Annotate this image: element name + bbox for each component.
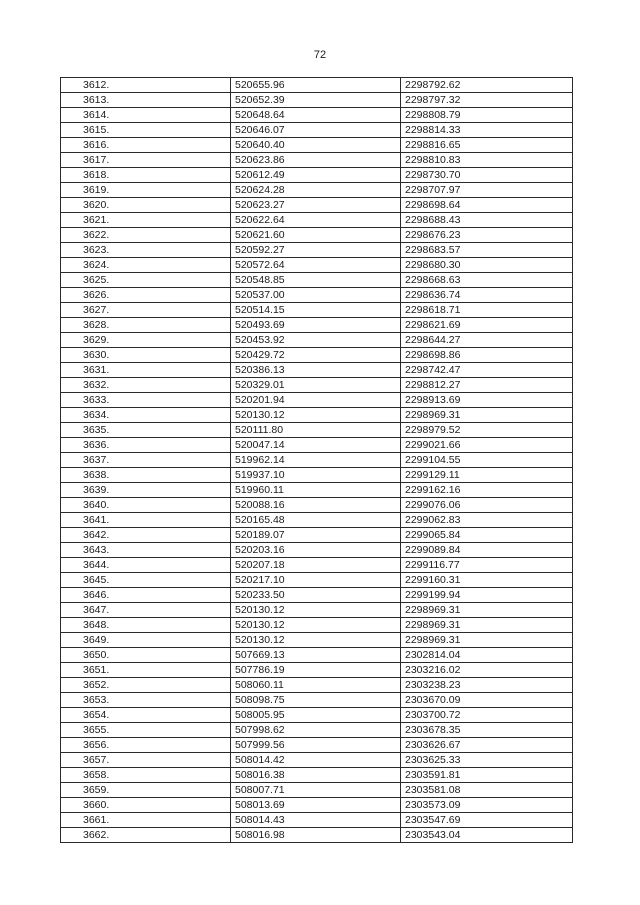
point-id-cell: 3654. [61, 708, 231, 723]
coordinates-table [60, 77, 573, 843]
point-id-cell: 3652. [61, 678, 231, 693]
table-row [61, 483, 573, 498]
y-coordinate-cell: 2303573.09 [401, 798, 573, 813]
x-coordinate-cell: 520493.69 [231, 318, 401, 333]
table-row [61, 753, 573, 768]
table-row [61, 318, 573, 333]
x-coordinate-cell: 507786.19 [231, 663, 401, 678]
x-coordinate-cell: 508014.42 [231, 753, 401, 768]
x-coordinate-cell: 519960.11 [231, 483, 401, 498]
x-coordinate-cell: 519937.10 [231, 468, 401, 483]
y-coordinate-cell: 2299089.84 [401, 543, 573, 558]
x-coordinate-cell: 520047.14 [231, 438, 401, 453]
y-coordinate-cell: 2298979.52 [401, 423, 573, 438]
table-row [61, 573, 573, 588]
x-coordinate-cell: 520207.18 [231, 558, 401, 573]
table-row [61, 528, 573, 543]
x-coordinate-cell: 507999.56 [231, 738, 401, 753]
table-row [61, 108, 573, 123]
y-coordinate-cell: 2303678.35 [401, 723, 573, 738]
x-coordinate-cell: 520189.07 [231, 528, 401, 543]
point-id-cell: 3626. [61, 288, 231, 303]
x-coordinate-cell: 520111.80 [231, 423, 401, 438]
table-row [61, 438, 573, 453]
point-id-cell: 3660. [61, 798, 231, 813]
point-id-cell: 3612. [61, 78, 231, 93]
x-coordinate-cell: 520640.40 [231, 138, 401, 153]
x-coordinate-cell: 508060.11 [231, 678, 401, 693]
y-coordinate-cell: 2298814.33 [401, 123, 573, 138]
y-coordinate-cell: 2302814.04 [401, 648, 573, 663]
table-row [61, 288, 573, 303]
point-id-cell: 3632. [61, 378, 231, 393]
y-coordinate-cell: 2298688.43 [401, 213, 573, 228]
point-id-cell: 3641. [61, 513, 231, 528]
table-row [61, 768, 573, 783]
point-id-cell: 3624. [61, 258, 231, 273]
y-coordinate-cell: 2298636.74 [401, 288, 573, 303]
x-coordinate-cell: 507669.13 [231, 648, 401, 663]
y-coordinate-cell: 2298676.23 [401, 228, 573, 243]
y-coordinate-cell: 2298644.27 [401, 333, 573, 348]
y-coordinate-cell: 2299065.84 [401, 528, 573, 543]
point-id-cell: 3616. [61, 138, 231, 153]
table-row [61, 138, 573, 153]
point-id-cell: 3644. [61, 558, 231, 573]
table-row [61, 258, 573, 273]
x-coordinate-cell: 520201.94 [231, 393, 401, 408]
x-coordinate-cell: 520548.85 [231, 273, 401, 288]
table-row [61, 828, 573, 843]
table-row [61, 363, 573, 378]
x-coordinate-cell: 520572.64 [231, 258, 401, 273]
y-coordinate-cell: 2303543.04 [401, 828, 573, 843]
y-coordinate-cell: 2298707.97 [401, 183, 573, 198]
table-row [61, 783, 573, 798]
table-row [61, 558, 573, 573]
y-coordinate-cell: 2299104.55 [401, 453, 573, 468]
point-id-cell: 3622. [61, 228, 231, 243]
table-row [61, 633, 573, 648]
point-id-cell: 3647. [61, 603, 231, 618]
point-id-cell: 3662. [61, 828, 231, 843]
table-row [61, 678, 573, 693]
point-id-cell: 3649. [61, 633, 231, 648]
table-row [61, 723, 573, 738]
x-coordinate-cell: 508098.75 [231, 693, 401, 708]
table-row [61, 348, 573, 363]
x-coordinate-cell: 519962.14 [231, 453, 401, 468]
table-row [61, 408, 573, 423]
y-coordinate-cell: 2298792.62 [401, 78, 573, 93]
table-row [61, 798, 573, 813]
y-coordinate-cell: 2299160.31 [401, 573, 573, 588]
x-coordinate-cell: 520217.10 [231, 573, 401, 588]
x-coordinate-cell: 508005.95 [231, 708, 401, 723]
table-row [61, 708, 573, 723]
x-coordinate-cell: 520514.15 [231, 303, 401, 318]
point-id-cell: 3645. [61, 573, 231, 588]
point-id-cell: 3646. [61, 588, 231, 603]
point-id-cell: 3625. [61, 273, 231, 288]
x-coordinate-cell: 520622.64 [231, 213, 401, 228]
point-id-cell: 3617. [61, 153, 231, 168]
y-coordinate-cell: 2298680.30 [401, 258, 573, 273]
y-coordinate-cell: 2298808.79 [401, 108, 573, 123]
y-coordinate-cell: 2298969.31 [401, 633, 573, 648]
x-coordinate-cell: 520088.16 [231, 498, 401, 513]
point-id-cell: 3631. [61, 363, 231, 378]
x-coordinate-cell: 520386.13 [231, 363, 401, 378]
point-id-cell: 3642. [61, 528, 231, 543]
point-id-cell: 3656. [61, 738, 231, 753]
point-id-cell: 3650. [61, 648, 231, 663]
point-id-cell: 3651. [61, 663, 231, 678]
x-coordinate-cell: 520655.96 [231, 78, 401, 93]
x-coordinate-cell: 507998.62 [231, 723, 401, 738]
y-coordinate-cell: 2299116.77 [401, 558, 573, 573]
page-number: 72 [313, 49, 327, 61]
point-id-cell: 3636. [61, 438, 231, 453]
y-coordinate-cell: 2299162.16 [401, 483, 573, 498]
y-coordinate-cell: 2299129.11 [401, 468, 573, 483]
point-id-cell: 3635. [61, 423, 231, 438]
y-coordinate-cell: 2299021.66 [401, 438, 573, 453]
table-row [61, 303, 573, 318]
y-coordinate-cell: 2298969.31 [401, 618, 573, 633]
y-coordinate-cell: 2303626.67 [401, 738, 573, 753]
x-coordinate-cell: 508016.38 [231, 768, 401, 783]
point-id-cell: 3633. [61, 393, 231, 408]
point-id-cell: 3623. [61, 243, 231, 258]
point-id-cell: 3658. [61, 768, 231, 783]
y-coordinate-cell: 2298816.65 [401, 138, 573, 153]
x-coordinate-cell: 520623.27 [231, 198, 401, 213]
x-coordinate-cell: 520130.12 [231, 603, 401, 618]
table-row [61, 468, 573, 483]
y-coordinate-cell: 2298698.64 [401, 198, 573, 213]
point-id-cell: 3638. [61, 468, 231, 483]
x-coordinate-cell: 520165.48 [231, 513, 401, 528]
point-id-cell: 3643. [61, 543, 231, 558]
table-row [61, 738, 573, 753]
y-coordinate-cell: 2303591.81 [401, 768, 573, 783]
point-id-cell: 3661. [61, 813, 231, 828]
point-id-cell: 3614. [61, 108, 231, 123]
table-row [61, 813, 573, 828]
x-coordinate-cell: 520652.39 [231, 93, 401, 108]
y-coordinate-cell: 2303581.08 [401, 783, 573, 798]
x-coordinate-cell: 520130.12 [231, 633, 401, 648]
x-coordinate-cell: 520621.60 [231, 228, 401, 243]
x-coordinate-cell: 508013.69 [231, 798, 401, 813]
y-coordinate-cell: 2298969.31 [401, 408, 573, 423]
table-row [61, 273, 573, 288]
y-coordinate-cell: 2299199.94 [401, 588, 573, 603]
x-coordinate-cell: 520592.27 [231, 243, 401, 258]
table-row [61, 648, 573, 663]
table-row [61, 423, 573, 438]
point-id-cell: 3639. [61, 483, 231, 498]
y-coordinate-cell: 2298969.31 [401, 603, 573, 618]
y-coordinate-cell: 2298812.27 [401, 378, 573, 393]
table-row [61, 513, 573, 528]
point-id-cell: 3620. [61, 198, 231, 213]
point-id-cell: 3634. [61, 408, 231, 423]
table-row [61, 603, 573, 618]
x-coordinate-cell: 520623.86 [231, 153, 401, 168]
x-coordinate-cell: 520624.28 [231, 183, 401, 198]
point-id-cell: 3659. [61, 783, 231, 798]
table-row [61, 153, 573, 168]
table-row [61, 123, 573, 138]
table-row [61, 693, 573, 708]
y-coordinate-cell: 2298621.69 [401, 318, 573, 333]
point-id-cell: 3618. [61, 168, 231, 183]
table-row [61, 93, 573, 108]
y-coordinate-cell: 2298913.69 [401, 393, 573, 408]
point-id-cell: 3640. [61, 498, 231, 513]
table-row [61, 543, 573, 558]
x-coordinate-cell: 520648.64 [231, 108, 401, 123]
y-coordinate-cell: 2298698.86 [401, 348, 573, 363]
x-coordinate-cell: 520537.00 [231, 288, 401, 303]
point-id-cell: 3613. [61, 93, 231, 108]
y-coordinate-cell: 2298730.70 [401, 168, 573, 183]
point-id-cell: 3630. [61, 348, 231, 363]
table-row [61, 333, 573, 348]
table-row [61, 393, 573, 408]
table-row [61, 213, 573, 228]
point-id-cell: 3655. [61, 723, 231, 738]
table-row [61, 663, 573, 678]
x-coordinate-cell: 508007.71 [231, 783, 401, 798]
y-coordinate-cell: 2298797.32 [401, 93, 573, 108]
table-row [61, 78, 573, 93]
point-id-cell: 3621. [61, 213, 231, 228]
point-id-cell: 3628. [61, 318, 231, 333]
table-row [61, 453, 573, 468]
y-coordinate-cell: 2299062.83 [401, 513, 573, 528]
table-row [61, 228, 573, 243]
x-coordinate-cell: 520130.12 [231, 408, 401, 423]
y-coordinate-cell: 2298810.83 [401, 153, 573, 168]
y-coordinate-cell: 2303700.72 [401, 708, 573, 723]
y-coordinate-cell: 2298683.57 [401, 243, 573, 258]
x-coordinate-cell: 520453.92 [231, 333, 401, 348]
table-row [61, 588, 573, 603]
point-id-cell: 3657. [61, 753, 231, 768]
x-coordinate-cell: 520612.49 [231, 168, 401, 183]
x-coordinate-cell: 520203.16 [231, 543, 401, 558]
y-coordinate-cell: 2303216.02 [401, 663, 573, 678]
point-id-cell: 3648. [61, 618, 231, 633]
x-coordinate-cell: 508016.98 [231, 828, 401, 843]
coordinates-table-body [61, 78, 573, 843]
table-row [61, 378, 573, 393]
y-coordinate-cell: 2303670.09 [401, 693, 573, 708]
y-coordinate-cell: 2298668.63 [401, 273, 573, 288]
table-row [61, 183, 573, 198]
table-row [61, 243, 573, 258]
x-coordinate-cell: 520130.12 [231, 618, 401, 633]
point-id-cell: 3615. [61, 123, 231, 138]
x-coordinate-cell: 508014.43 [231, 813, 401, 828]
table-row [61, 168, 573, 183]
y-coordinate-cell: 2303625.33 [401, 753, 573, 768]
point-id-cell: 3637. [61, 453, 231, 468]
x-coordinate-cell: 520329.01 [231, 378, 401, 393]
y-coordinate-cell: 2298742.47 [401, 363, 573, 378]
y-coordinate-cell: 2303238.23 [401, 678, 573, 693]
table-row [61, 618, 573, 633]
x-coordinate-cell: 520233.50 [231, 588, 401, 603]
table-row [61, 198, 573, 213]
x-coordinate-cell: 520429.72 [231, 348, 401, 363]
point-id-cell: 3629. [61, 333, 231, 348]
y-coordinate-cell: 2298618.71 [401, 303, 573, 318]
table-row [61, 498, 573, 513]
y-coordinate-cell: 2303547.69 [401, 813, 573, 828]
point-id-cell: 3653. [61, 693, 231, 708]
x-coordinate-cell: 520646.07 [231, 123, 401, 138]
point-id-cell: 3627. [61, 303, 231, 318]
point-id-cell: 3619. [61, 183, 231, 198]
y-coordinate-cell: 2299076.06 [401, 498, 573, 513]
